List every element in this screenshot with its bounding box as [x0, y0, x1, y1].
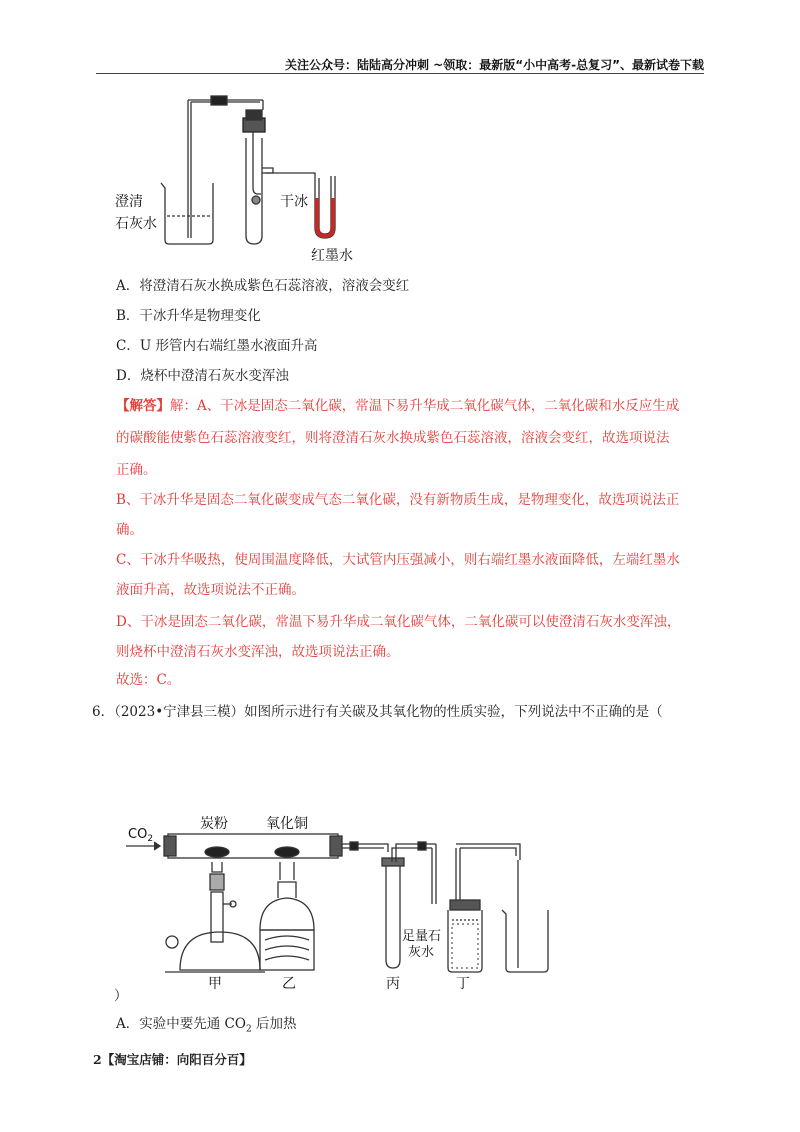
- label-jia: 甲: [208, 976, 222, 990]
- q6-stem: 6．（2023•宁津县三模）如图所示进行有关碳及其氧化物的性质实验，下列说法中不正确的是（: [92, 704, 663, 720]
- answer-tag: 【解答】: [116, 398, 170, 414]
- answer-line-8: D、干冰是固态二氧化碳，常温下易升华成二氧化碳气体，二氧化碳可以使澄清石灰水变浑浊，: [116, 614, 681, 630]
- label-carbon-powder: 炭粉: [200, 816, 228, 832]
- answer-line-7: 液面升高，故选项说法不正确。: [116, 582, 305, 598]
- answer-line-2: 的碳酸能使紫色石蕊溶液变红，则将澄清石灰水换成紫色石蕊溶液，溶液会变红，故选项说法: [116, 430, 670, 446]
- figure-carbon-apparatus: [120, 800, 560, 990]
- label-lime-water-a: 足量石: [402, 929, 442, 944]
- q5-option-d: D．烧杯中澄清石灰水变浑浊: [116, 368, 289, 384]
- q5-option-a: A．将澄清石灰水换成紫色石蕊溶液，溶液会变红: [116, 278, 410, 294]
- answer-line-3: 正确。: [116, 462, 157, 478]
- label-yi: 乙: [282, 976, 296, 990]
- q5-option-b: B．干冰升华是物理变化: [116, 308, 261, 324]
- label-lime-water-b: 灰水: [408, 945, 435, 960]
- page-number: 2: [93, 1052, 102, 1067]
- page-header: 关注公众号：陆陆高分冲刺 ~领取：最新版“小中高考-总复习”、最新试卷下载: [285, 58, 704, 72]
- label-copper-oxide: 氧化铜: [266, 816, 308, 832]
- figure-dry-ice-apparatus: [113, 88, 363, 263]
- label-ding: 丁: [456, 976, 470, 990]
- q6-option-a: A．实验中要先通 $CO_2$ 后加热: [116, 1016, 297, 1035]
- q5-option-c: C．U 形管内右端红墨水液面升高: [116, 338, 318, 354]
- label-co2: $CO_2$: [128, 827, 154, 844]
- answer-line-1: 【解答】解：A、干冰是固态二氧化碳，常温下易升华成二氧化碳气体，二氧化碳和水反应生成: [116, 398, 680, 414]
- header-rule: [96, 73, 704, 74]
- label-lime-water-1: 澄清: [115, 194, 143, 210]
- label-lime-water-2: 石灰水: [115, 216, 157, 232]
- answer-line-6: C、干冰升华吸热，使周围温度降低，大试管内压强减小，则右端红墨水液面降低，左端红墨水: [116, 552, 680, 568]
- answer-line-4: B、干冰升华是固态二氧化碳变成气态二氧化碳，没有新物质生成，是物理变化，故选项说法正: [116, 492, 680, 508]
- answer-line-5: 确。: [116, 522, 143, 538]
- answer-line-10: 故选：C。: [116, 672, 181, 688]
- label-dry-ice: 干冰: [280, 194, 308, 210]
- label-bing: 丙: [386, 976, 400, 990]
- q6-close-paren: ）: [114, 988, 128, 1004]
- label-red-ink: 红墨水: [311, 248, 353, 263]
- answer-line-9: 则烧杯中澄清石灰水变浑浊，故选项说法正确。: [116, 644, 400, 660]
- page-footer: 2【淘宝店铺：向阳百分百】: [93, 1052, 252, 1067]
